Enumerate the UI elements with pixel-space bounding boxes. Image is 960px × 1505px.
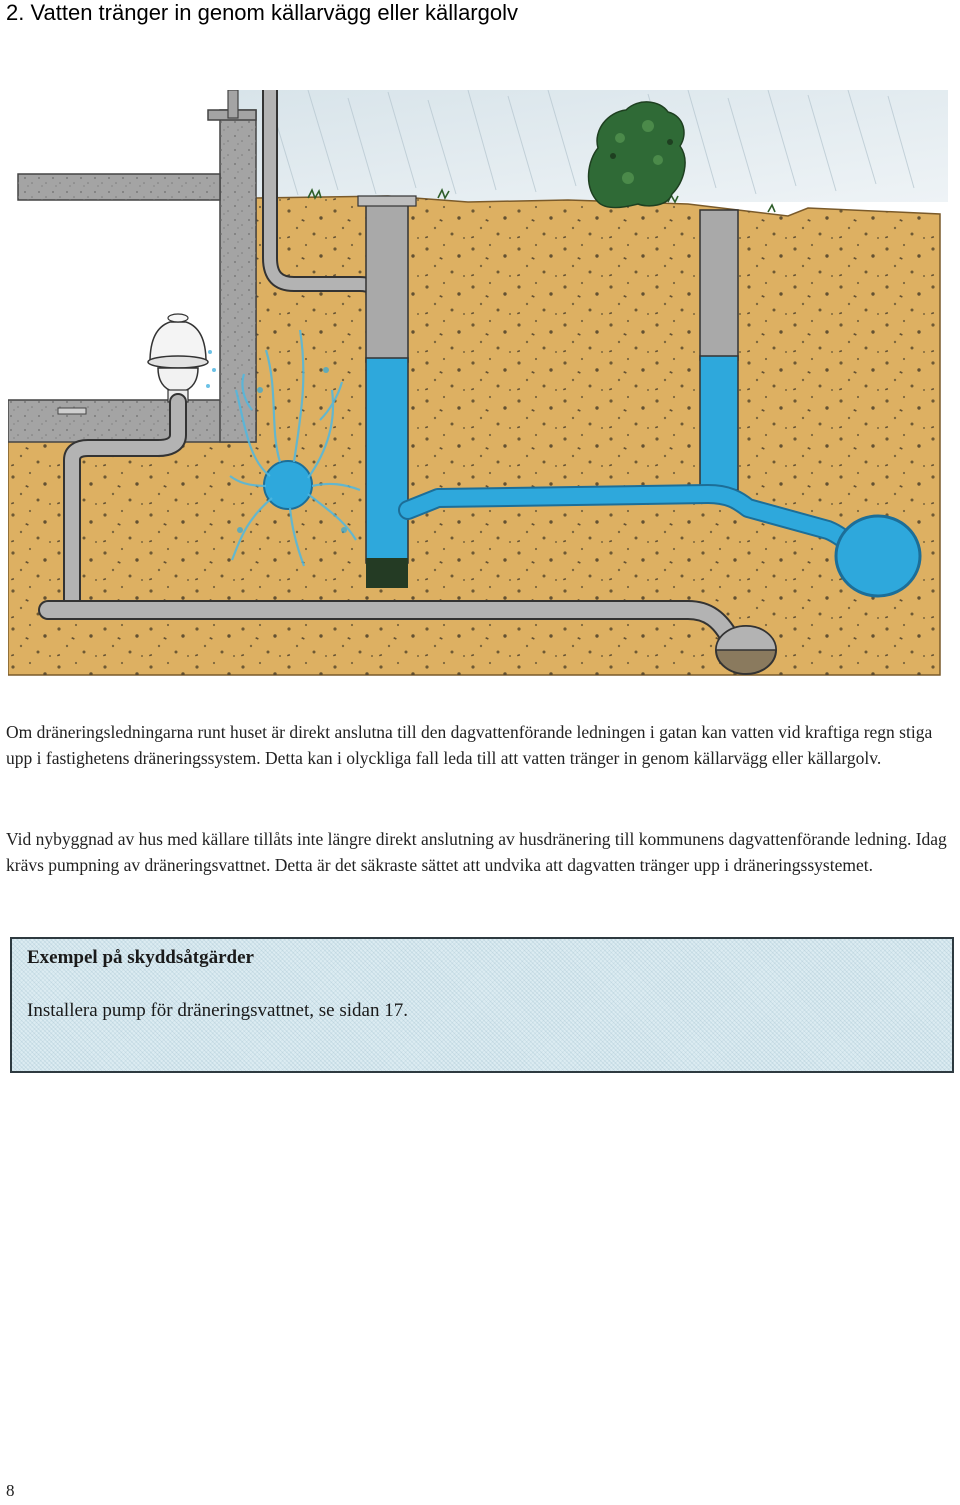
example-box-title: Exempel på skyddsåtgärder <box>27 947 254 968</box>
drainage-well <box>358 196 416 588</box>
drainage-illustration <box>8 90 948 685</box>
sky <box>228 90 948 202</box>
house-structure <box>8 90 256 442</box>
example-box-text: Installera pump för dräneringsvattnet, se sidan 17. <box>27 1000 408 1021</box>
toilet <box>148 314 208 402</box>
floor-drain <box>58 408 86 414</box>
water-pipe-outlet <box>836 516 920 596</box>
street-pipe-end <box>716 626 776 674</box>
body-paragraph-2: Vid nybyggnad av hus med källare tillåts inte längre direkt anslutning av husdränering till kommunens dagvattenförande ledning. Idag krävs pumpning av dräneringsvattnet. Detta är det säkraste sättet att undvika att dagvatten tränger upp i dräneringssystemet. <box>6 829 947 875</box>
page-heading: 2. Vatten tränger in genom källarvägg eller källargolv <box>6 0 518 25</box>
example-box <box>10 937 954 1073</box>
inspection-well <box>700 210 738 490</box>
body-paragraph-1: Om dräneringsledningarna runt huset är direkt anslutna till den dagvattenförande ledningen i gatan kan vatten vid kraftiga regn stiga upp i fastighetens dräneringssystem. Detta kan i olyckliga fall leda till att vatten tränger in genom källarvägg eller källargolv. <box>6 722 933 768</box>
page-number: 8 <box>6 1481 15 1500</box>
